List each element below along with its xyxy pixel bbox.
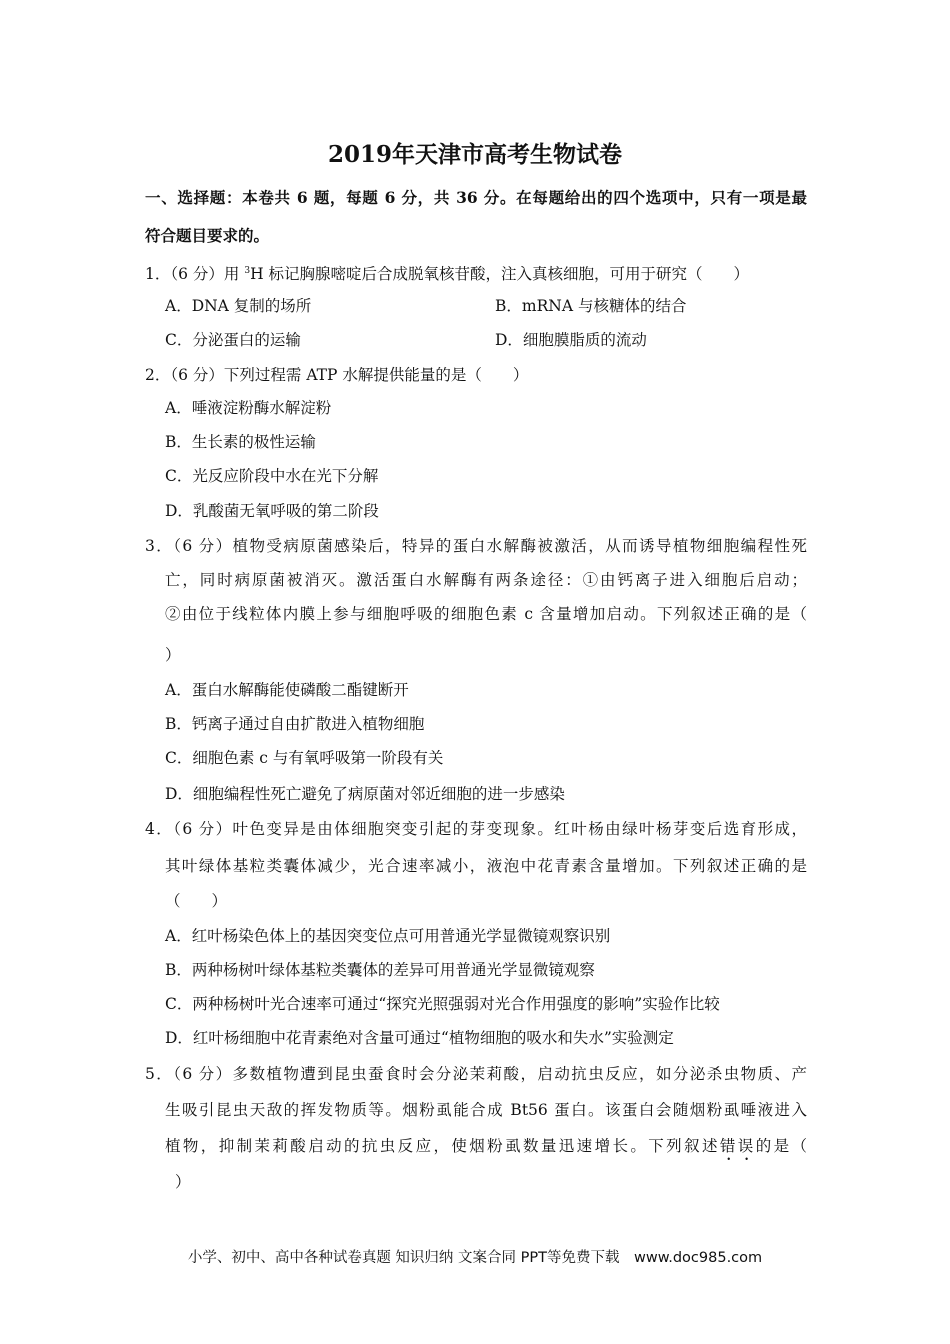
option: C．分泌蛋白的运输 <box>165 331 301 349</box>
option: B．钙离子通过自由扩散进入植物细胞 <box>165 715 425 733</box>
question-3-stem: ②由位于线粒体内膜上参与细胞呼吸的细胞色素 c 含量增加启动。下列叙述正确的是（ <box>165 605 807 623</box>
question-2-stem: 2．（6 分）下列过程需 ATP 水解提供能量的是（ ） <box>145 366 529 384</box>
section-heading: 一、选择题：本卷共 6 题，每题 6 分，共 36 分。在每题给出的四个选项中，只有一项是最 <box>145 188 807 207</box>
option: A．蛋白水解酶能使磷酸二酯键断开 <box>165 681 409 699</box>
q5-emphasis: 错误 <box>719 1137 756 1155</box>
question-3-stem: 亡，同时病原菌被消灭。激活蛋白水解酶有两条途径：①由钙离子进入细胞后启动； <box>165 571 807 589</box>
question-1-stem <box>145 261 749 284</box>
option: D．红叶杨细胞中花青素绝对含量可通过“植物细胞的吸水和失水”实验测定 <box>165 1029 674 1047</box>
option: A．红叶杨染色体上的基因突变位点可用普通光学显微镜观察识别 <box>165 927 611 945</box>
option: B．两种杨树叶绿体基粒类囊体的差异可用普通光学显微镜观察 <box>165 961 595 979</box>
q5-text: 的是（ <box>755 1137 807 1155</box>
option: C．细胞色素 c 与有氧呼吸第一阶段有关 <box>165 749 444 767</box>
question-4-stem: 其叶绿体基粒类囊体减少，光合速率减小，液泡中花青素含量增加。下列叙述正确的是 <box>165 857 807 875</box>
question-3-stem: 3．（6 分）植物受病原菌感染后，特异的蛋白水解酶被激活，从而诱导植物细胞编程性死 <box>145 537 807 555</box>
option: D．细胞膜脂质的流动 <box>495 331 647 349</box>
question-5-stem <box>165 1136 807 1164</box>
question-5-stem: ） <box>175 1173 191 1191</box>
option: D．细胞编程性死亡避免了病原菌对邻近细胞的进一步感染 <box>165 785 565 803</box>
option: A．唾液淀粉酶水解淀粉 <box>165 399 332 417</box>
q5-text: 植物，抑制茉莉酸启动的抗虫反应，使烟粉虱数量迅速增长。下列叙述 <box>165 1137 720 1155</box>
question-5-stem: 5．（6 分）多数植物遭到昆虫蚕食时会分泌茉莉酸，启动抗虫反应，如分泌杀虫物质、产 <box>145 1065 807 1083</box>
option: C．光反应阶段中水在光下分解 <box>165 467 379 485</box>
option: A．DNA 复制的场所 <box>165 297 312 315</box>
page-title: 2019年天津市高考生物试卷 <box>327 141 622 168</box>
option: C．两种杨树叶光合速率可通过“探究光照强弱对光合作用强度的影响”实验作比较 <box>165 995 720 1013</box>
question-4-stem: 4．（6 分）叶色变异是由体细胞突变引起的芽变现象。红叶杨由绿叶杨芽变后选育形成， <box>145 820 807 838</box>
question-4-stem: （ ） <box>165 892 228 910</box>
section-heading-cont: 符合题目要求的。 <box>145 226 270 245</box>
footer-ad: 小学、初中、高中各种试卷真题 知识归纳 文案合同 PPT等免费下载 www.doc985.com <box>187 1250 763 1266</box>
q1-superscript: 3 <box>244 266 251 276</box>
q1-text: 1．（6 分）用 <box>145 265 245 283</box>
question-5-stem: 生吸引昆虫天敌的挥发物质等。烟粉虱能合成 Bt56 蛋白。该蛋白会随烟粉虱唾液进入 <box>165 1101 807 1119</box>
option: B．生长素的极性运输 <box>165 433 316 451</box>
option: B．mRNA 与核糖体的结合 <box>495 297 687 315</box>
question-3-stem: ） <box>165 646 181 664</box>
q1-text: H 标记胸腺嘧啶后合成脱氧核苷酸，注入真核细胞，可用于研究（ ） <box>250 265 750 283</box>
option: D．乳酸菌无氧呼吸的第二阶段 <box>165 502 379 520</box>
